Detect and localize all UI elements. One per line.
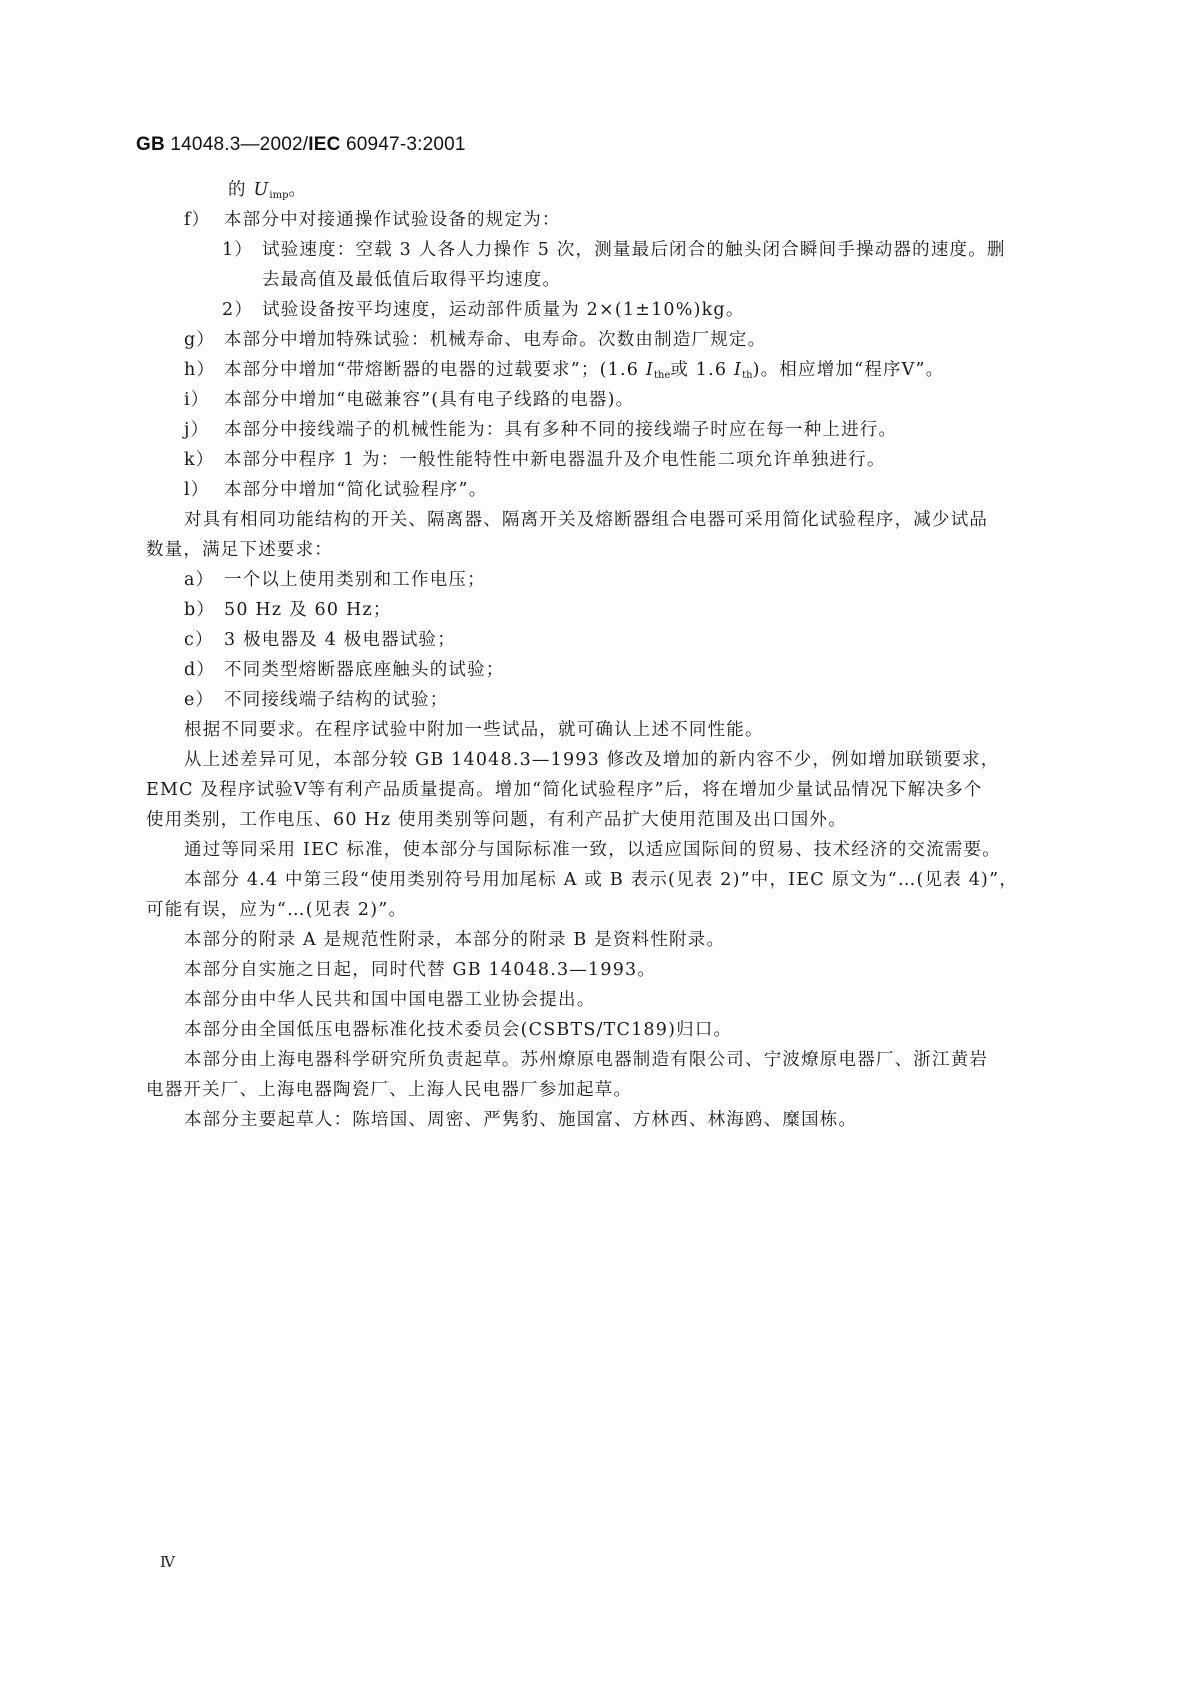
text-line: 去最高值及最低值后取得平均速度。 (262, 270, 562, 290)
subscript-imp: imp (269, 190, 289, 201)
paragraph-line: 根据不同要求。在程序试验中附加一些试品，就可确认上述不同性能。 (184, 720, 764, 740)
paragraph-line: 本部分由全国低压电器标准化技术委员会(CSBTS/TC189)归口。 (184, 1020, 733, 1040)
list-item-i: i） 本部分中增加“电磁兼容”(具有电子线路的电器)。 (184, 390, 635, 410)
list-item-f: f） 本部分中对接通操作试验设备的规定为： (184, 210, 561, 230)
variable-i: I (645, 360, 654, 380)
variable-u: U (253, 180, 270, 200)
list-item-j: j） 本部分中接线端子的机械性能为：具有多种不同的接线端子时应在每一种上进行。 (184, 420, 898, 440)
paragraph-line: 本部分的附录 A 是规范性附录，本部分的附录 B 是资料性附录。 (184, 930, 726, 950)
list-marker: k） (184, 450, 215, 470)
paragraph-line: 对具有相同功能结构的开关、隔离器、隔离开关及熔断器组合电器可采用简化试验程序，减少试品 (184, 510, 989, 530)
paragraph-line: 本部分自实施之日起，同时代替 GB 14048.3—1993。 (184, 960, 657, 980)
paragraph-line: 使用类别，工作电压、60 Hz 使用类别等问题，有利产品扩大使用范围及出口国外。 (146, 810, 847, 830)
list-item-f-2: 2） 试验设备按平均速度，运动部件质量为 2×(1±10%)kg。 (222, 300, 745, 320)
paragraph-line: 数量，满足下述要求： (146, 540, 333, 560)
list-marker: f） (184, 210, 211, 230)
subscript-the: the (653, 370, 671, 381)
list-marker: a） (184, 570, 215, 590)
paragraph-line: 从上述差异可见，本部分较 GB 14048.3—1993 修改及增加的新内容不少，例如增加联锁要求， (184, 750, 1000, 770)
paragraph-line: 本部分主要起草人：陈培国、周密、严隽豹、施国富、方林西、林海鸥、糜国栋。 (184, 1110, 858, 1130)
list-item-f-1: 1） 试验速度：空载 3 人各人力操作 5 次，测量最后闭合的触头闭合瞬间手操动器的速度。删 (222, 240, 1006, 260)
list-item-k: k） 本部分中程序 1 为：一般性能特性中新电器温升及介电性能二项允许单独进行。 (184, 450, 886, 470)
paragraph-line: EMC 及程序试验Ⅴ等有利产品质量提高。增加“简化试验程序”后，将在增加少量试品情况下解决多个 (146, 780, 983, 800)
document-header (136, 134, 466, 156)
paragraph-line: 本部分 4.4 中第三段“使用类别符号用加尾标 A 或 B 表示(见表 2)”中，IEC 原文为“…(见表 4)”， (184, 870, 1018, 890)
subscript-th: th (742, 370, 753, 381)
list-marker: 1） (222, 240, 254, 260)
standard-code-iec: IEC (308, 134, 341, 155)
list-marker: c） (184, 630, 214, 650)
list-item-a: a） 一个以上使用类别和工作电压； (184, 570, 486, 590)
list-marker: l） (184, 480, 210, 500)
paragraph-line: 通过等同采用 IEC 标准，使本部分与国际标准一致，以适应国际间的贸易、技术经济的交流需要。 (184, 840, 1001, 860)
list-item-c: c） 3 极电器及 4 极电器试验； (184, 630, 456, 650)
list-marker: h） (184, 360, 216, 380)
paragraph-line: 电器开关厂、上海电器陶瓷厂、上海人民电器厂参加起草。 (146, 1080, 633, 1100)
standard-number-gb: 14048.3—2002/ (170, 134, 309, 155)
paragraph-line: 本部分由中华人民共和国中国电器工业协会提出。 (184, 990, 596, 1010)
page-number: Ⅳ (160, 1553, 175, 1571)
standard-number-iec: 60947-3:2001 (345, 134, 466, 155)
list-item-b: b） 50 Hz 及 60 Hz； (184, 600, 392, 620)
standard-code-gb: GB (136, 134, 165, 155)
list-item-h: h） 本部分中增加“带熔断器的电器的过载要求”；(1.6 $I_{the}$或 1.6 $I_{th}$)。相应增加“程序Ⅴ”。 (184, 360, 945, 381)
list-item-d: d） 不同类型熔断器底座触头的试验； (184, 660, 505, 680)
paragraph-line: 可能有误，应为“…(见表 2)”。 (146, 900, 408, 920)
list-marker: i） (184, 390, 210, 410)
list-marker: g） (184, 330, 216, 350)
list-item-e: e） 不同接线端子结构的试验； (184, 690, 449, 710)
list-marker: e） (184, 690, 215, 710)
list-marker: j） (184, 420, 210, 440)
text-line: 的 $U_{imp}$。 (228, 180, 308, 201)
list-marker: d） (184, 660, 216, 680)
variable-i: I (733, 360, 743, 380)
list-item-l: l） 本部分中增加“简化试验程序”。 (184, 480, 488, 500)
list-marker: 2） (222, 300, 254, 320)
list-marker: b） (184, 600, 216, 620)
list-item-g: g） 本部分中增加特殊试验：机械寿命、电寿命。次数由制造厂规定。 (184, 330, 767, 350)
paragraph-line: 本部分由上海电器科学研究所负责起草。苏州燎原电器制造有限公司、宁波燎原电器厂、浙江黄岩 (184, 1050, 989, 1070)
